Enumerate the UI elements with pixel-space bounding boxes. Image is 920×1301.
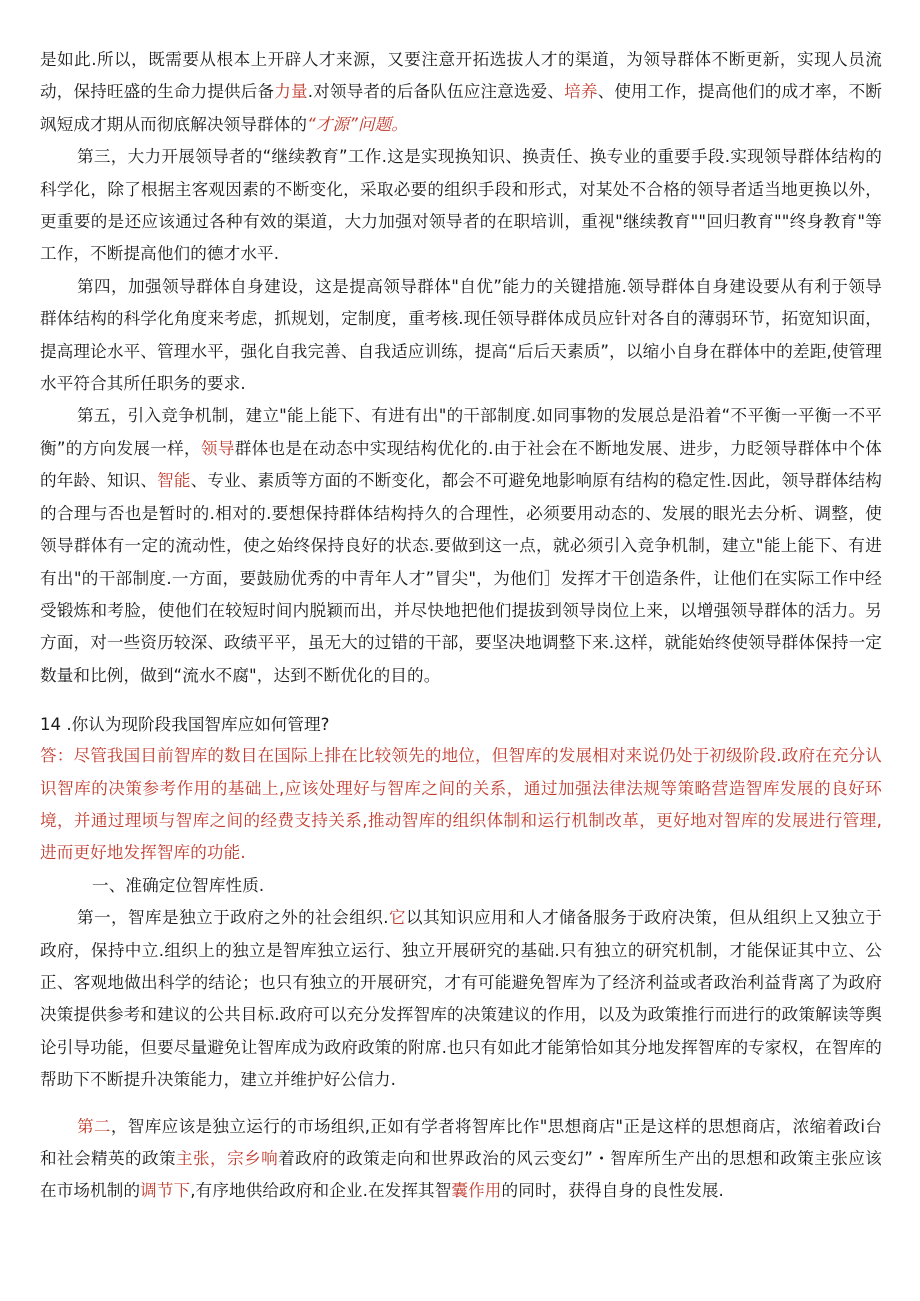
text-run: 以其知识应用和人才储备服务于政府决策，但从组织上又独立于政府，保持中立.组织上的独立是智库独立运行、独立开展研究的基础.只有独立的研究机制，才能保证其中立、公正、客观地做出科学的结论；也只有独立的开展研究，才有可能避免智库为了经济利益或者政治利益背离了为政府决策提供参考和建议的公共目标.政府可以充分发挥智库的决策建议的作用，以及为政策推行而进行的政策解读等舆论引导功能，但要尽量避免让智库成为政府政策的附席.也只有如此才能第恰如其分地发挥智库的专家权，在智库的帮助下不断提升决策能力，建立并维护好公信力. — [40, 908, 882, 1090]
text-run: 、使用工作，提高他们的成才率，不断飒短成才期从而彻底解决领导群体的 — [40, 82, 883, 134]
question-14: 14 .你认为现阶段我国智库应如何管理? — [40, 715, 330, 735]
paragraph-fourth: 第四，加强领导群体自身建设，这是提高领导群体"自优”能力的关键措施.领导群体自身建设要从有利于领导群体结构的科学化角度来考虑，抓规划，定制度，重考核.现任领导群体成员应针对各自的薄弱环节，拓宽知识面，提高理论水平、管理水平，强化自我完善、自我适应训练，提高“后后天素质”，以缩小自身在群体中的差距,使管理水平符合其所任职务的要求. — [40, 276, 882, 394]
document-page — [40, 44, 882, 1208]
text-run: 着政府的政策走向和世界政治的风云变幻”・智库所生产出的思想和政策主张应该在市场机制的 — [40, 1149, 882, 1201]
paragraph-intro — [40, 44, 882, 141]
text-run: 、专业、素质等方面的不断变化，都会不可避免地影响原有结构的稳定性.因此，领导群体结构的合理与否也是暂时的.相对的.要想保持群体结构持久的合理性，必须要用动态的、发展的眼光去分析、调整，使领导群体有一定的流动性，使之始终保持良好的状态.要做到这一点，就必须引入竞争机制，建立"能上能下、有进有出"的干部制度.一方面，要鼓励优秀的中青年人才”冒尖"，为他们］发挥才干创造条件，让他们在实际工作中经受锻炼和考脸，使他们在较短时间内脱颖而出，并尽快地把他们提拔到领导岗位上来，以增强领导群体的活力。另方面，对一些资历较深、政绩平平，虽无大的过错的干部，要坚决地调整下来.这样，就能始终使领导群体保持一定数量和比例，做到“流水不腐"，达到不断优化的目的。 — [40, 471, 882, 685]
text-run-red: 力量 — [274, 82, 308, 102]
paragraph-third: 第三，大力开展领导者的“继续教育”工作.这是实现换知识、换责任、换专业的重要手段.实现领导群体结构的科学化，除了根据主客观因素的不断变化，采取必要的组织手段和形式，对某处不合格的领导者适当地更换以外，更重要的是还应该通过各种有效的渠道，大力加强对领导者的在职培训，重视"继续教育""回归教育""终身教育"等工作，不断提高他们的德才水平. — [40, 147, 882, 264]
text-run-red: 培养 — [564, 82, 598, 102]
text-run: 第五，引入竞争机制，建立"能上能下、有进有出"的干部制度.如同事物的发展总是沿着“不平衡一平衡一不平衡”的方向发展一样， — [40, 406, 882, 458]
paragraph-fifth — [40, 400, 882, 692]
text-run: .对领导者的后备队伍应注意选爱、 — [307, 82, 565, 102]
text-run: ，智库应该是独立运行的市场组织,正如有学者将智库比作"思想商店"正是这样的思想商店，浓缩着政i台和社会精英的政策 — [40, 1116, 882, 1168]
text-run-red: 调节下 — [140, 1181, 191, 1201]
text-run-red: 第二 — [77, 1116, 111, 1136]
text-run-red: “才源”问题。 — [307, 114, 408, 134]
text-run-red: 领导 — [200, 438, 235, 458]
text-run-red: 智能 — [157, 471, 191, 491]
heading-section-1: 一、准确定位智库性质. — [92, 875, 265, 895]
text-run: ,有序地供给政府和企业.在发挥其智 — [190, 1181, 452, 1201]
text-run: 的同时，获得自身的良性发展. — [501, 1181, 724, 1201]
text-run-red: 主张，宗乡响 — [176, 1149, 279, 1168]
text-run: 第一，智库是独立于政府之外的社会组织. — [77, 908, 389, 928]
text-run-red: 囊作用 — [451, 1181, 502, 1201]
text-run: 群体也是在动态中实现结构优化的.由于社会在不断地发展、进步，力眨领导群体中个体的年龄、知识、 — [40, 438, 882, 491]
paragraph-second-point — [40, 1111, 882, 1208]
answer-14: 答：尽管我国目前智库的数目在国际上排在比较领先的地位，但智库的发展相对来说仍处于初级阶段.政府在充分认识智库的决策参考作用的基础上,应该处理好与智库之间的关系，通过加强法律法规等策略营造智库发展的良好环境，并通过理顷与智库之间的经费支持关系,推动智库的组织体制和运行机制改革，更好地对智库的发展进行管理,进而更好地发挥智库的功能. — [40, 746, 882, 863]
text-run: 是如此.所以，既需要从根本上开辟人才来源，又要注意开拓选拔人才的渠道，为领导群体不断更新，实现人员流动，保持旺盛的生命力提供后备 — [40, 50, 882, 102]
text-run-red: 它 — [388, 908, 406, 928]
paragraph-first-point — [40, 902, 882, 1096]
